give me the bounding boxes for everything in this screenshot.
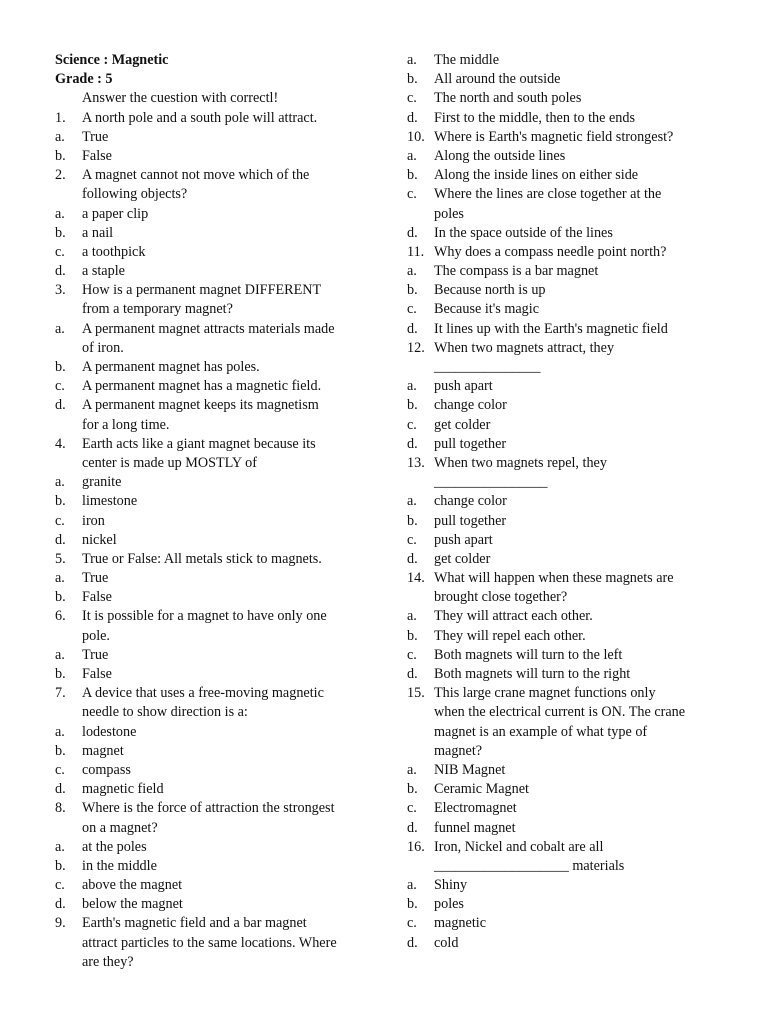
continuation-line	[55, 300, 373, 319]
question-number: 12.	[407, 339, 425, 356]
option-text: True	[82, 646, 109, 663]
subject-title	[55, 51, 373, 70]
option-text: pull together	[434, 512, 507, 529]
answer-option	[55, 377, 373, 396]
answer-option	[55, 512, 373, 531]
option-letter: c.	[407, 90, 417, 107]
answer-option	[55, 723, 373, 742]
question-text: It is possible for a magnet to have only one	[82, 608, 327, 625]
option-letter: b.	[407, 71, 418, 88]
answer-option	[55, 665, 373, 684]
question-text: When two magnets attract, they	[434, 339, 615, 356]
option-text: lodestone	[82, 723, 137, 740]
option-letter: d.	[55, 531, 66, 548]
option-letter: d.	[407, 666, 418, 682]
continuation-line	[55, 627, 373, 646]
option-text: Shiny	[434, 877, 468, 894]
right-question-list	[407, 51, 717, 953]
left-column	[55, 51, 373, 972]
option-letter: a.	[55, 474, 65, 491]
grade-title	[55, 70, 373, 89]
question-number: 2.	[55, 167, 66, 184]
answer-option	[55, 224, 373, 243]
question-line	[55, 914, 373, 933]
question-line	[407, 243, 717, 262]
option-text: True	[82, 128, 109, 145]
continuation-text: magnet?	[434, 742, 483, 759]
option-text: NIB Magnet	[434, 761, 506, 778]
option-letter: b.	[407, 627, 418, 644]
option-text: It lines up with the Earth's magnetic field	[434, 320, 668, 337]
continuation-line	[407, 358, 717, 377]
option-text: The compass is a bar magnet	[434, 263, 599, 280]
answer-option	[407, 895, 717, 914]
option-text: False	[82, 666, 112, 682]
question-text: Earth acts like a giant magnet because its	[82, 435, 316, 452]
continuation-line	[407, 742, 717, 761]
grade-title-text: Grade : 5	[55, 71, 113, 88]
continuation-line	[407, 588, 717, 607]
continuation-text: poles	[434, 205, 464, 222]
option-text: Along the outside lines	[434, 147, 566, 164]
option-letter: b.	[55, 666, 66, 682]
option-letter: a.	[407, 147, 417, 164]
answer-option	[55, 358, 373, 377]
option-text: Where the lines are close together at the	[434, 186, 662, 203]
option-text: get colder	[434, 550, 491, 567]
answer-option	[55, 396, 373, 415]
answer-option	[55, 761, 373, 780]
answer-option	[55, 857, 373, 876]
option-text: A permanent magnet has poles.	[82, 359, 260, 375]
option-letter: b.	[407, 781, 418, 798]
option-letter: d.	[407, 819, 418, 836]
question-line	[407, 684, 717, 703]
question-text: What will happen when these magnets are	[434, 570, 674, 587]
option-text: nickel	[82, 531, 117, 548]
answer-option	[407, 934, 717, 953]
question-line	[55, 684, 373, 703]
answer-option	[407, 646, 717, 665]
option-letter: c.	[407, 416, 417, 433]
answer-option	[407, 780, 717, 799]
question-text: When two magnets repel, they	[434, 454, 607, 471]
option-text: granite	[82, 474, 122, 491]
option-letter: a.	[407, 608, 417, 625]
question-text: Where is the force of attraction the strongest	[82, 800, 335, 817]
option-letter: b.	[407, 282, 418, 299]
option-text: Ceramic Magnet	[434, 781, 529, 798]
option-text: Because it's magic	[434, 301, 539, 318]
option-letter: a.	[407, 877, 417, 894]
option-letter: b.	[55, 359, 66, 375]
answer-option	[407, 665, 717, 684]
continuation-line	[55, 454, 373, 473]
option-letter: b.	[55, 147, 66, 164]
question-line	[407, 454, 717, 473]
option-text: push apart	[434, 378, 493, 395]
answer-option	[407, 761, 717, 780]
option-letter: a.	[55, 723, 65, 740]
answer-option	[407, 876, 717, 895]
option-letter: b.	[55, 857, 66, 874]
option-letter: c.	[55, 877, 65, 894]
option-text: magnet	[82, 742, 124, 759]
continuation-text: ________________	[434, 474, 548, 491]
continuation-text: following objects?	[82, 186, 188, 203]
answer-option	[407, 492, 717, 511]
answer-option	[55, 492, 373, 511]
question-text: Where is Earth's magnetic field strongest?	[434, 128, 674, 145]
answer-option	[55, 262, 373, 281]
option-letter: d.	[407, 224, 418, 241]
option-text: Because north is up	[434, 282, 546, 299]
answer-option	[407, 262, 717, 281]
option-text: compass	[82, 761, 131, 778]
option-text: change color	[434, 397, 507, 414]
question-number: 6.	[55, 608, 66, 625]
option-letter: c.	[407, 646, 417, 663]
option-text: They will attract each other.	[434, 608, 593, 625]
question-number: 16.	[407, 838, 425, 855]
option-letter: c.	[407, 531, 417, 548]
option-text: poles	[434, 896, 464, 913]
answer-option	[407, 147, 717, 166]
option-letter: a.	[407, 761, 417, 778]
option-letter: a.	[407, 378, 417, 395]
option-text: Electromagnet	[434, 800, 517, 817]
continuation-line	[55, 934, 373, 953]
question-text: A north pole and a south pole will attract.	[82, 109, 318, 126]
option-text: True	[82, 570, 109, 587]
option-text: False	[82, 589, 112, 606]
answer-option	[55, 742, 373, 761]
answer-option	[55, 895, 373, 914]
left-question-list	[55, 109, 373, 972]
question-text: Why does a compass needle point north?	[434, 243, 667, 260]
right-column	[407, 51, 717, 953]
continuation-text: pole.	[82, 627, 110, 644]
continuation-text: on a magnet?	[82, 819, 158, 836]
question-text: Iron, Nickel and cobalt are all	[434, 838, 604, 855]
instruction-text: Answer the cuestion with correctl!	[82, 90, 279, 107]
question-line	[55, 281, 373, 300]
option-letter: d.	[407, 435, 418, 452]
option-text: First to the middle, then to the ends	[434, 109, 635, 126]
answer-option	[55, 646, 373, 665]
option-text: magnetic	[434, 915, 486, 932]
question-text: A device that uses a free-moving magnetic	[82, 685, 324, 702]
option-letter: a.	[407, 493, 417, 510]
option-text: iron	[82, 512, 105, 529]
answer-option	[407, 89, 717, 108]
continuation-text: ___________________ materials	[434, 857, 625, 874]
option-letter: a.	[55, 646, 65, 663]
option-text: at the poles	[82, 838, 147, 855]
question-number: 10.	[407, 128, 425, 145]
option-letter: c.	[407, 186, 417, 203]
continuation-line	[55, 185, 373, 204]
option-letter: d.	[407, 109, 418, 126]
option-text: pull together	[434, 435, 507, 452]
question-number: 4.	[55, 435, 66, 452]
option-letter: b.	[407, 397, 418, 414]
continuation-text: attract particles to the same locations. Where	[82, 934, 337, 951]
answer-option	[55, 320, 373, 339]
answer-option	[407, 109, 717, 128]
question-line	[55, 607, 373, 626]
answer-option	[407, 281, 717, 300]
answer-option	[407, 224, 717, 243]
option-text: False	[82, 147, 112, 164]
option-letter: d.	[55, 263, 66, 280]
question-text: Earth's magnetic field and a bar magnet	[82, 915, 307, 932]
option-text: change color	[434, 493, 507, 510]
answer-option	[407, 70, 717, 89]
question-number: 9.	[55, 915, 66, 932]
option-letter: b.	[55, 224, 66, 241]
question-line	[407, 128, 717, 147]
question-text: This large crane magnet functions only	[434, 685, 656, 702]
question-line	[55, 109, 373, 128]
continuation-line	[55, 819, 373, 838]
question-line	[55, 166, 373, 185]
question-number: 14.	[407, 570, 425, 587]
question-text: How is a permanent magnet DIFFERENT	[82, 282, 322, 299]
option-text: All around the outside	[434, 71, 561, 88]
answer-option	[407, 435, 717, 454]
continuation-line	[407, 205, 717, 224]
option-letter: d.	[407, 320, 418, 337]
answer-option	[407, 607, 717, 626]
option-letter: b.	[55, 589, 66, 606]
option-letter: c.	[55, 378, 65, 395]
option-letter: a.	[55, 838, 65, 855]
option-text: funnel magnet	[434, 819, 516, 836]
continuation-text: _______________	[434, 359, 541, 375]
option-letter: d.	[55, 397, 66, 414]
answer-option	[407, 512, 717, 531]
continuation-line	[55, 953, 373, 972]
option-text: a nail	[82, 224, 114, 241]
option-text: A permanent magnet keeps its magnetism	[82, 397, 319, 414]
option-text: get colder	[434, 416, 491, 433]
answer-option	[407, 185, 717, 204]
continuation-line	[407, 723, 717, 742]
answer-option	[407, 166, 717, 185]
question-line	[55, 435, 373, 454]
question-text: True or False: All metals stick to magnets.	[82, 550, 322, 567]
continuation-line	[407, 857, 717, 876]
continuation-text: are they?	[82, 953, 134, 970]
option-text: a paper clip	[82, 205, 149, 222]
option-text: push apart	[434, 531, 493, 548]
answer-option	[55, 473, 373, 492]
option-letter: b.	[55, 493, 66, 510]
option-letter: c.	[55, 243, 65, 260]
continuation-line	[55, 703, 373, 722]
option-letter: c.	[407, 301, 417, 318]
question-line	[407, 838, 717, 857]
option-letter: b.	[55, 742, 66, 759]
option-letter: b.	[407, 896, 418, 913]
answer-option	[407, 51, 717, 70]
option-text: The north and south poles	[434, 90, 582, 107]
continuation-line	[55, 416, 373, 435]
option-letter: c.	[407, 800, 417, 817]
instruction-line	[55, 89, 373, 108]
question-number: 8.	[55, 800, 66, 817]
option-text: In the space outside of the lines	[434, 224, 613, 241]
answer-option	[407, 550, 717, 569]
answer-option	[407, 396, 717, 415]
option-text: Both magnets will turn to the right	[434, 666, 631, 682]
answer-option	[55, 588, 373, 607]
continuation-line	[407, 703, 717, 722]
answer-option	[407, 531, 717, 550]
option-letter: a.	[55, 570, 65, 587]
question-line	[55, 799, 373, 818]
option-text: cold	[434, 934, 459, 951]
continuation-text: of iron.	[82, 339, 124, 356]
option-text: limestone	[82, 493, 138, 510]
option-text: A permanent magnet has a magnetic field.	[82, 378, 322, 395]
question-number: 7.	[55, 685, 66, 702]
option-text: above the magnet	[82, 877, 183, 894]
question-number: 11.	[407, 243, 425, 260]
answer-option	[55, 205, 373, 224]
option-text: in the middle	[82, 857, 157, 874]
answer-option	[407, 416, 717, 435]
answer-option	[407, 300, 717, 319]
answer-option	[55, 780, 373, 799]
answer-option	[407, 377, 717, 396]
option-letter: a.	[55, 205, 65, 222]
question-number: 1.	[55, 109, 66, 126]
continuation-text: when the electrical current is ON. The crane	[434, 704, 686, 721]
answer-option	[55, 243, 373, 262]
option-text: a toothpick	[82, 243, 146, 260]
option-text: The middle	[434, 52, 500, 68]
continuation-text: center is made up MOSTLY of	[82, 454, 257, 471]
option-letter: d.	[55, 781, 66, 798]
option-letter: c.	[55, 512, 65, 529]
question-number: 3.	[55, 282, 66, 299]
option-text: They will repel each other.	[434, 627, 586, 644]
continuation-text: brought close together?	[434, 589, 568, 606]
question-line	[55, 550, 373, 569]
continuation-line	[55, 339, 373, 358]
option-letter: d.	[55, 896, 66, 913]
answer-option	[55, 876, 373, 895]
option-letter: a.	[407, 263, 417, 280]
answer-option	[55, 838, 373, 857]
answer-option	[55, 569, 373, 588]
option-letter: b.	[407, 167, 418, 184]
question-number: 5.	[55, 550, 66, 567]
continuation-text: for a long time.	[82, 416, 170, 433]
answer-option	[55, 531, 373, 550]
option-text: below the magnet	[82, 896, 183, 913]
option-text: a staple	[82, 263, 125, 280]
option-letter: d.	[407, 934, 418, 951]
answer-option	[407, 819, 717, 838]
option-text: A permanent magnet attracts materials made	[82, 320, 335, 337]
continuation-text: needle to show direction is a:	[82, 704, 248, 721]
option-letter: c.	[55, 761, 65, 778]
option-letter: a.	[55, 320, 65, 337]
answer-option	[407, 627, 717, 646]
option-text: Along the inside lines on either side	[434, 167, 639, 184]
option-letter: a.	[55, 128, 65, 145]
answer-option	[407, 914, 717, 933]
answer-option	[55, 128, 373, 147]
continuation-text: from a temporary magnet?	[82, 301, 233, 318]
option-letter: d.	[407, 550, 418, 567]
continuation-text: magnet is an example of what type of	[434, 723, 648, 740]
continuation-line	[407, 473, 717, 492]
question-line	[407, 569, 717, 588]
question-text: A magnet cannot not move which of the	[82, 167, 310, 184]
answer-option	[407, 799, 717, 818]
question-number: 13.	[407, 454, 425, 471]
option-letter: b.	[407, 512, 418, 529]
answer-option	[55, 147, 373, 166]
option-letter: a.	[407, 52, 417, 68]
question-line	[407, 339, 717, 358]
option-letter: c.	[407, 915, 417, 932]
option-text: magnetic field	[82, 781, 164, 798]
question-number: 15.	[407, 685, 425, 702]
answer-option	[407, 320, 717, 339]
subject-title-text: Science : Magnetic	[55, 52, 169, 68]
option-text: Both magnets will turn to the left	[434, 646, 623, 663]
